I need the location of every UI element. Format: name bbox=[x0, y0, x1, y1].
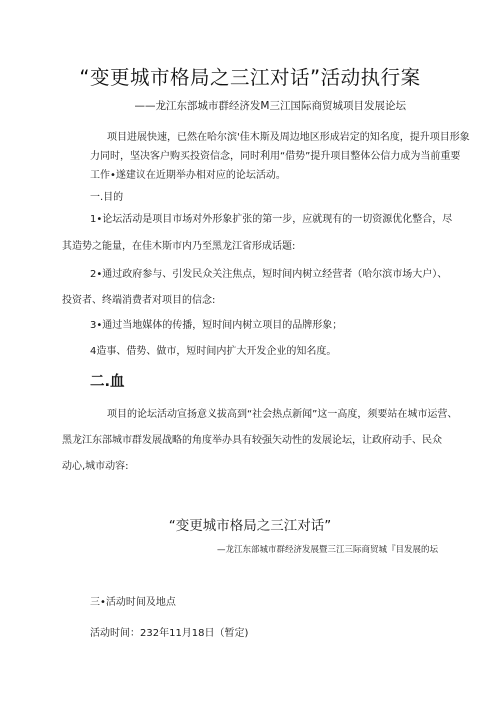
item-3: 3•通过当地媒体的传播，短时间内树立项目的品牌形象； bbox=[90, 320, 343, 331]
item-2-line-1: 2•通过政府参与、引发民众关注焦点，短时间内树立经营者（哈尔滨市场大户）、 bbox=[90, 269, 448, 280]
intro-line-1: 项目进展快速，已然在哈尔滨'佳木斯及周边地区形成岩定的知名度，提升项目形象 bbox=[107, 132, 470, 143]
section-2-heading: 二.血 bbox=[90, 374, 125, 390]
document-title: “变更城市格局之三江对话”活动执行案 bbox=[79, 66, 421, 89]
item-1-line-1: 1•论坛活动是项目市场对外形象扩张的第一步，应就现有的一切资源优化整合，尽 bbox=[90, 214, 453, 225]
item-2-line-2: 投资者、终端消费者对项目的信念: bbox=[62, 295, 216, 306]
section-2-line-2: 黑龙江东部城市群发展战略的角度举办具有较强矢动性的发展论坛，让政府动手、民众 bbox=[62, 435, 442, 446]
section-2-line-3: 动心,城市动容: bbox=[62, 461, 129, 472]
intro-line-3: 工作•遂建议在近期举办相对应的论坛活动。 bbox=[90, 170, 286, 181]
item-4: 4造事、借势、做市，短时间内扩大开发企业的知名度。 bbox=[90, 346, 337, 357]
document-subtitle: ——龙江东部城市群经济发M三江国际商贸城项目发展论坛 bbox=[134, 100, 406, 112]
item-1-line-2: 其造势之能量，在佳木斯市内乃至黑龙江省形成话题: bbox=[62, 241, 296, 252]
section-1-heading: 一.目的 bbox=[90, 192, 124, 203]
secondary-subtitle: —龙江东部城市群经济发展暨三江三际商贸城『目发展的坛 bbox=[216, 545, 438, 555]
section-3-heading: 三•活动时间及地点 bbox=[90, 597, 176, 608]
section-2-line-1: 项目的论坛活动宣扬意义拔高到“社会热点新闻”这一高度，须要站在城市运营、 bbox=[107, 409, 458, 420]
activity-time: 活动时间：232年11月18日（暂定) bbox=[90, 628, 249, 639]
secondary-title: “变更城市格局之三江对话” bbox=[168, 518, 332, 534]
intro-line-2: 力同时，坚决客户购买投资信念，同时利用“借势”提升项目整体公信力成为当前重要 bbox=[90, 151, 461, 162]
